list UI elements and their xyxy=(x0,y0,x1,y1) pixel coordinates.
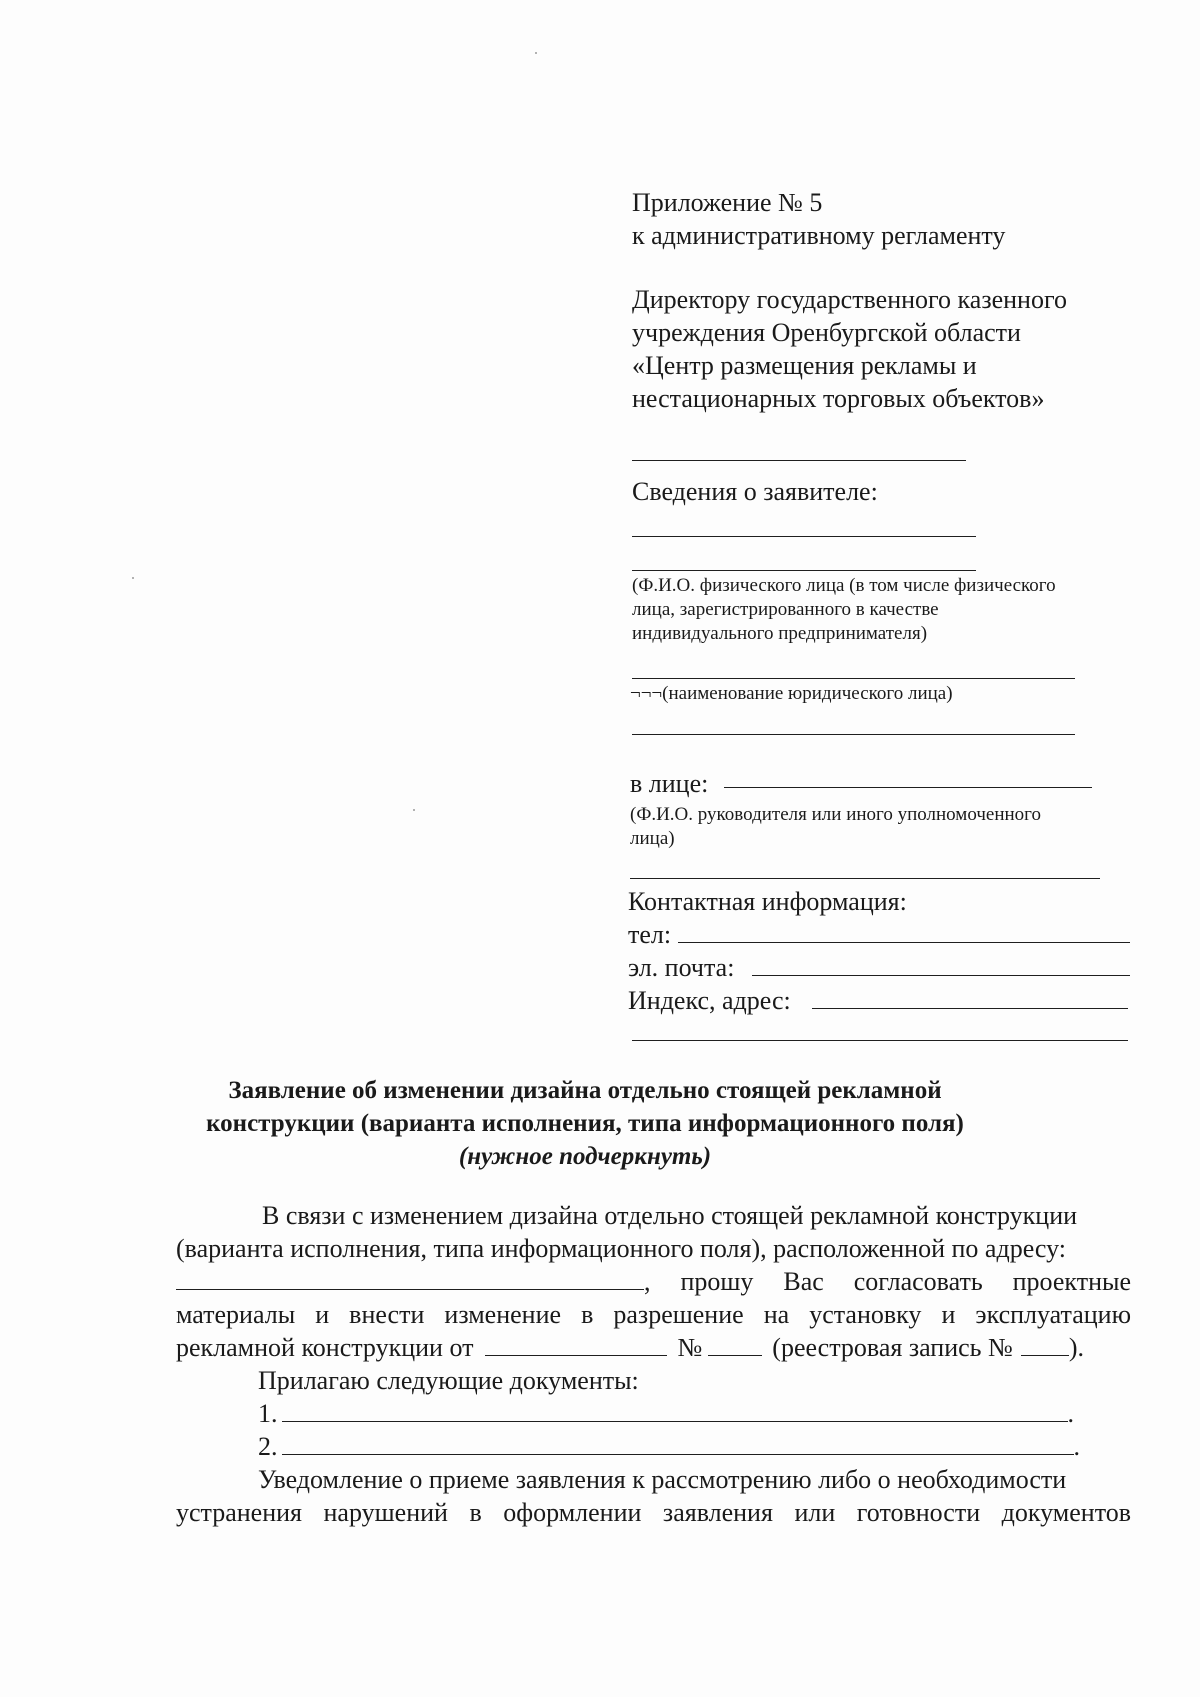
legal-entity-line xyxy=(632,678,1075,679)
phone-label: тел: xyxy=(628,920,672,949)
represented-by-label: в лице: xyxy=(630,769,709,798)
p1-line-5-a: рекламной конструкции от xyxy=(176,1333,474,1362)
scan-speck xyxy=(535,52,537,54)
permit-date-line xyxy=(485,1333,667,1356)
addressee-line-3: «Центр размещения рекламы и xyxy=(632,351,977,380)
representative-hint-2: лица) xyxy=(630,828,675,849)
address-line xyxy=(812,1008,1128,1009)
p1-line-5-c: (реестровая запись № xyxy=(772,1333,1013,1362)
p1-line-3 xyxy=(176,1265,1131,1298)
address-fill-line xyxy=(176,1267,644,1290)
applicant-heading: Сведения о заявителе: xyxy=(632,477,878,506)
attachment-2-line xyxy=(282,1432,1074,1455)
p1-line-5-b: № xyxy=(677,1333,703,1362)
p1-line-1: В связи с изменением дизайна отдельно стоящей рекламной конструкции xyxy=(262,1201,1078,1230)
attachment-item-2 xyxy=(176,1430,1080,1463)
application-title xyxy=(150,1074,1020,1173)
phone-line xyxy=(678,942,1130,943)
attachments-heading: Прилагаю следующие документы: xyxy=(258,1366,639,1395)
addressee-line-1: Директору государственного казенного xyxy=(632,285,1067,314)
address-label: Индекс, адрес: xyxy=(628,986,791,1015)
applicant-line-1 xyxy=(632,536,976,537)
p2-line-2: устранения нарушений в оформлении заявления или готовности документов xyxy=(176,1498,1131,1527)
appendix-number: Приложение № 5 xyxy=(632,188,823,217)
title-line-2: конструкции (варианта исполнения, типа информационного поля) xyxy=(206,1110,964,1137)
title-line-1: Заявление об изменении дизайна отдельно стоящей рекламной xyxy=(228,1077,942,1104)
legal-entity-hint xyxy=(630,682,953,706)
p2-line-1: Уведомление о приеме заявления к рассмотрению либо о необходимости xyxy=(258,1465,1067,1494)
addressee-line-2: учреждения Оренбургской области xyxy=(632,318,1021,347)
attachment-1-end: . xyxy=(1067,1399,1074,1428)
representative-hint-1: (Ф.И.О. руководителя или иного уполномоченного xyxy=(630,804,1041,825)
p1-line-5-d: ). xyxy=(1068,1333,1084,1362)
scan-speck xyxy=(132,577,134,579)
individual-hint-2: лица, зарегистрированного в качестве xyxy=(632,599,939,620)
p1-line-4: материалы и внести изменение в разрешение на установку и эксплуатацию xyxy=(176,1300,1131,1329)
email-line xyxy=(752,975,1130,976)
attachment-1-number: 1. xyxy=(258,1399,278,1428)
address-line-2 xyxy=(632,1040,1128,1041)
appendix-regulation: к административному регламенту xyxy=(632,221,1006,250)
p1-line-3-tail: , прошу Вас согласовать проектные xyxy=(644,1267,1131,1296)
applicant-line-2 xyxy=(632,570,976,571)
scan-speck xyxy=(413,809,415,811)
director-name-line xyxy=(632,460,966,461)
permit-number-line xyxy=(708,1333,762,1356)
attachment-1-line xyxy=(282,1399,1068,1422)
attachment-2-number: 2. xyxy=(258,1432,278,1461)
legal-entity-line-2 xyxy=(632,734,1075,735)
request-paragraph xyxy=(176,1199,1131,1529)
email-label: эл. почта: xyxy=(628,953,735,982)
title-underline-hint: (нужное подчеркнуть) xyxy=(458,1143,712,1170)
legal-entity-prefix: ¬¬¬ xyxy=(630,683,663,704)
legal-entity-hint-text: (наименование юридического лица) xyxy=(662,683,953,704)
p1-line-5 xyxy=(176,1331,1131,1364)
attachment-item-1 xyxy=(176,1397,1074,1430)
attachment-2-end: . xyxy=(1073,1432,1080,1461)
individual-hint-1: (Ф.И.О. физического лица (в том числе физического xyxy=(632,575,1056,596)
contact-heading: Контактная информация: xyxy=(628,887,907,916)
individual-hint-3: индивидуального предпринимателя) xyxy=(632,623,928,644)
represented-by-line xyxy=(724,787,1092,788)
registry-number-line xyxy=(1021,1333,1069,1356)
representative-line xyxy=(630,878,1100,879)
p1-line-2: (варианта исполнения, типа информационного поля), расположенной по адресу: xyxy=(176,1234,1066,1263)
addressee-line-4: нестационарных торговых объектов» xyxy=(632,384,1045,413)
